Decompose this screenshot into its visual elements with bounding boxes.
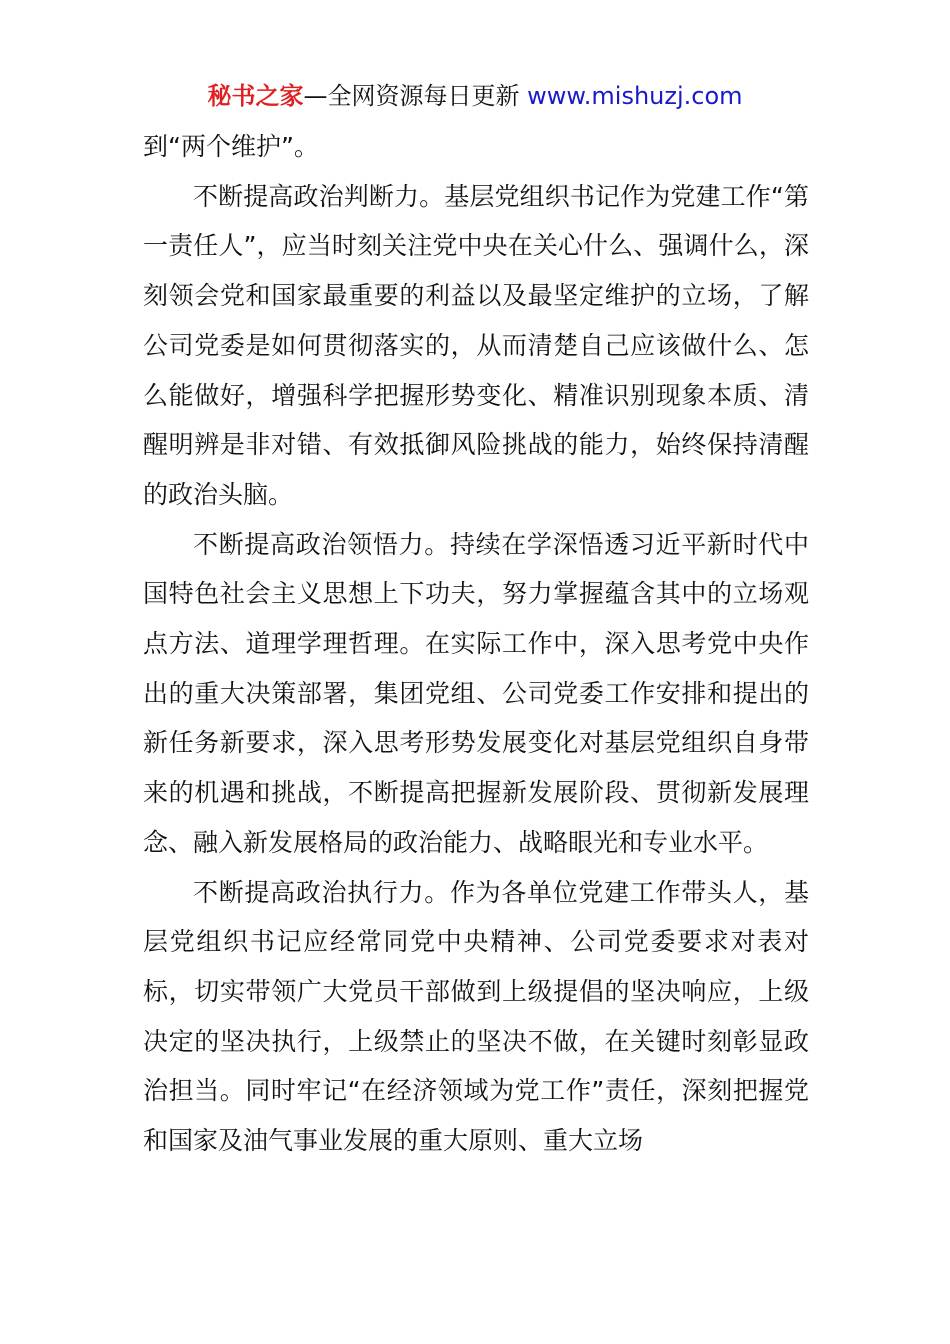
site-tagline: —全网资源每日更新 — [303, 82, 528, 110]
document-body — [143, 122, 809, 1166]
page-header — [0, 78, 950, 114]
paragraph-political-execution: 不断提高政治执行力。作为各单位党建工作带头人，基层党组织书记应经常同党中央精神、公司党委要求对表对标，切实带领广大党员干部做到上级提倡的坚决响应，上级决定的坚决执行，上级禁止的坚决不做，在关键时刻彰显政治担当。同时牢记“在经济领域为党工作”责任，深刻把握党和国家及油气事业发展的重大原则、重大立场 — [143, 877, 809, 1156]
paragraph-political-judgment: 不断提高政治判断力。基层党组织书记作为党建工作“第一责任人”，应当时刻关注党中央在关心什么、强调什么，深刻领会党和国家最重要的利益以及最坚定维护的立场，了解公司党委是如何贯彻落实的，从而清楚自己应该做什么、怎么能做好，增强科学把握形势变化、精准识别现象本质、清醒明辨是非对错、有效抵御风险挑战的能力，始终保持清醒的政治头脑。 — [143, 181, 809, 509]
site-url[interactable]: www.mishuzj.com — [527, 82, 743, 110]
site-brand: 秘书之家 — [207, 82, 304, 110]
paragraph-political-understanding: 不断提高政治领悟力。持续在学深悟透习近平新时代中国特色社会主义思想上下功夫，努力掌握蕴含其中的立场观点方法、道理学理哲理。在实际工作中，深入思考党中央作出的重大决策部署，集团党组、公司党委工作安排和提出的新任务新要求，深入思考形势发展变化对基层党组织自身带来的机遇和挑战，不断提高把握新发展阶段、贯彻新发展理念、融入新发展格局的政治能力、战略眼光和专业水平。 — [143, 529, 809, 857]
paragraph-continuation: 到“两个维护”。 — [143, 132, 319, 161]
